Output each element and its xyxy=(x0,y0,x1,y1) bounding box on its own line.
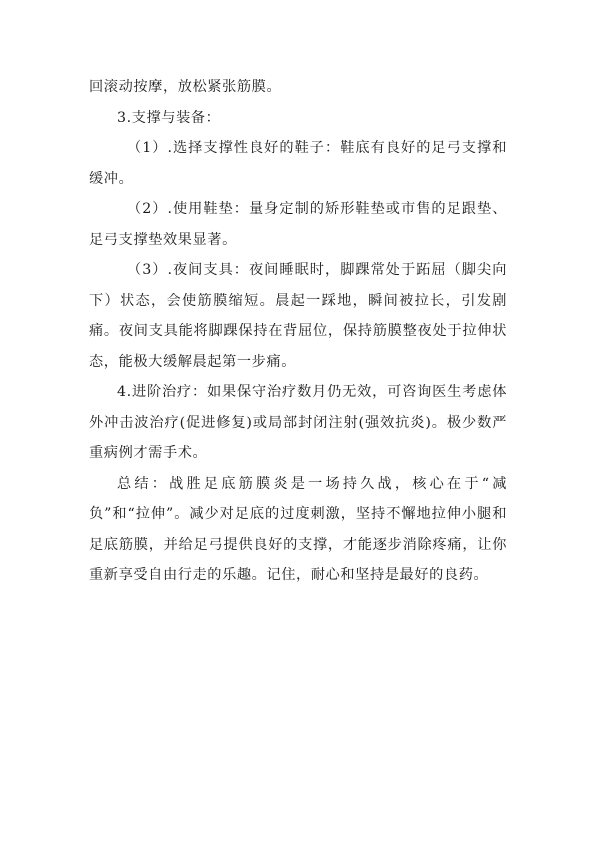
document-body xyxy=(89,72,507,591)
paragraph-summary: 总结：战胜足底筋膜炎是一场持久战，核心在于“减负”和“拉伸”。减少对足底的过度刺激，坚持不懈地拉伸小腿和足底筋膜，并给足弓提供良好的支撑，才能逐步消除疼痛，让你重新享受自由行走的乐趣。记住，耐心和坚持是最好的良药。 xyxy=(89,475,507,583)
paragraph-night-splint: （3）.夜间支具：夜间睡眠时，脚踝常处于跖屈（脚尖向下）状态，会使筋膜缩短。晨起一踩地，瞬间被拉长，引发剧痛。夜间支具能将脚踝保持在背屈位，保持筋膜整夜处于拉伸状态，能极大缓解晨起第一步痛。 xyxy=(89,262,507,370)
heading-support-and-equipment: 3.支撑与装备： xyxy=(117,109,221,126)
paragraph-insoles: （2）.使用鞋垫：量身定制的矫形鞋垫或市售的足跟垫、足弓支撑垫效果显著。 xyxy=(89,201,507,248)
paragraph-massage-continuation: 回滚动按摩，放松紧张筋膜。 xyxy=(89,79,282,95)
paragraph-advanced-treatment: 4.进阶治疗：如果保守治疗数月仍无效，可咨询医生考虑体外冲击波治疗(促进修复)或局部封闭注射(强效抗炎)。极少数严重病例才需手术。 xyxy=(89,384,507,461)
paragraph-supportive-shoes: （1）.选择支撑性良好的鞋子：鞋底有良好的足弓支撑和缓冲。 xyxy=(89,140,507,187)
